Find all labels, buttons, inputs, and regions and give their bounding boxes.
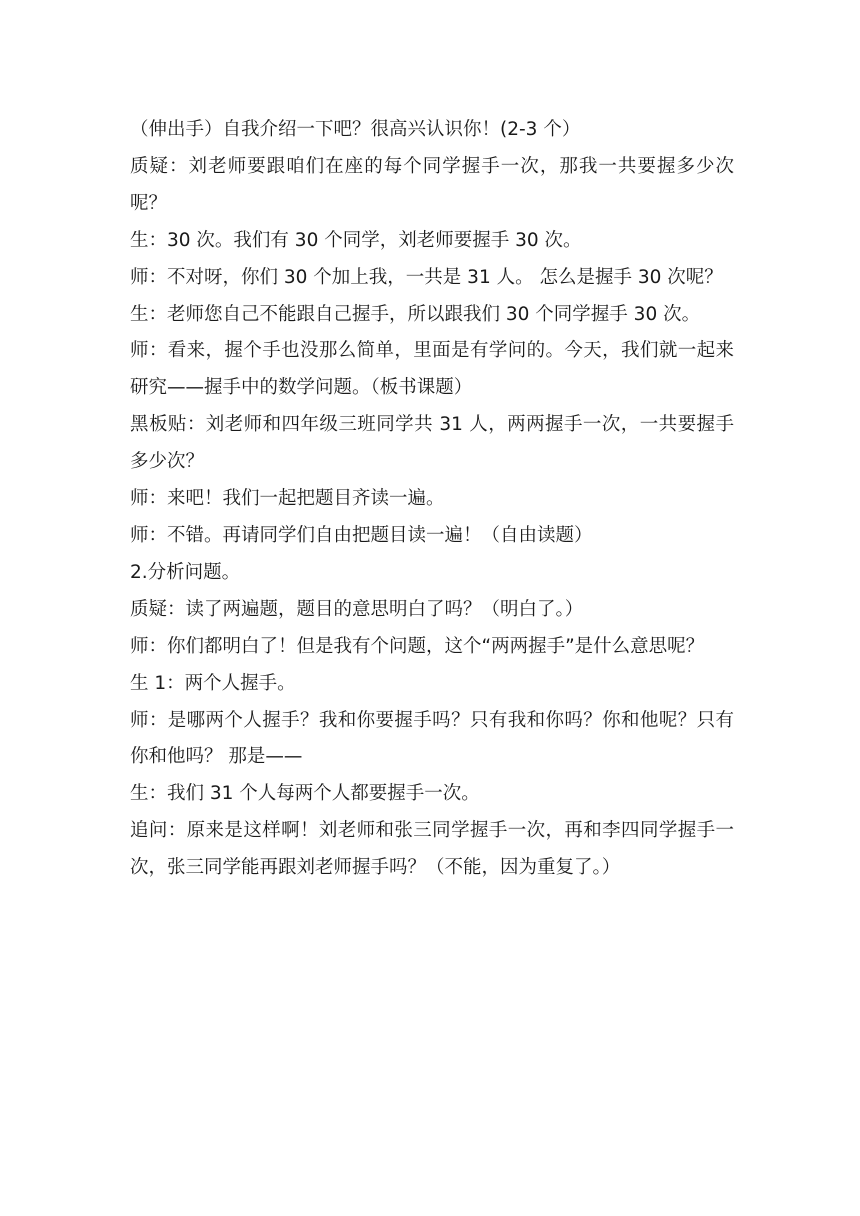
paragraph-everyone-pairs: 生：我们 31 个人每两个人都要握手一次。 — [130, 783, 480, 805]
document-body — [130, 112, 734, 887]
paragraph-student-explanation: 生：老师您自己不能跟自己握手，所以跟我们 30 个同学握手 30 次。 — [130, 303, 701, 325]
paragraph-student-answer-30: 生：30 次。我们有 30 个同学，刘老师要握手 30 次。 — [130, 229, 582, 251]
paragraph-teacher-31-people: 师：不对呀，你们 30 个加上我，一共是 31 人。 怎么是握手 30 次呢？ — [130, 266, 723, 288]
paragraph-student1-answer: 生 1：两个人握手。 — [130, 672, 296, 694]
paragraph-question-handshakes: 质疑：刘老师要跟咱们在座的每个同学握手一次，那我一共要握多少次呢？ — [130, 155, 734, 214]
paragraph-read-together: 师：来吧！我们一起把题目齐读一遍。 — [130, 488, 445, 510]
paragraph-intro: （伸出手）自我介绍一下吧？很高兴认识你！(2-3 个） — [130, 119, 581, 140]
section-heading-analyze: 2.分析问题。 — [130, 561, 241, 583]
paragraph-which-two: 师：是哪两个人握手？我和你要握手吗？只有我和你吗？你和他呢？只有你和他吗？ 那是—— — [130, 709, 734, 768]
paragraph-follow-up-repeat: 追问：原来是这样啊！刘老师和张三同学握手一次，再和李四同学握手一次，张三同学能再跟刘老师握手吗？（不能，因为重复了。） — [130, 820, 734, 879]
paragraph-pairwise-meaning: 师：你们都明白了！但是我有个问题，这个“两两握手”是什么意思呢？ — [130, 635, 705, 657]
paragraph-teacher-topic: 师：看来，握个手也没那么简单，里面是有学问的。今天，我们就一起来研究——握手中的数学问题。（板书课题） — [130, 340, 734, 399]
paragraph-blackboard-problem: 黑板贴：刘老师和四年级三班同学共 31 人，两两握手一次，一共要握手多少次？ — [130, 414, 734, 473]
paragraph-understood: 质疑：读了两遍题，题目的意思明白了吗？（明白了。） — [130, 598, 584, 620]
paragraph-read-freely: 师：不错。再请同学们自由把题目读一遍！（自由读题） — [130, 524, 593, 546]
